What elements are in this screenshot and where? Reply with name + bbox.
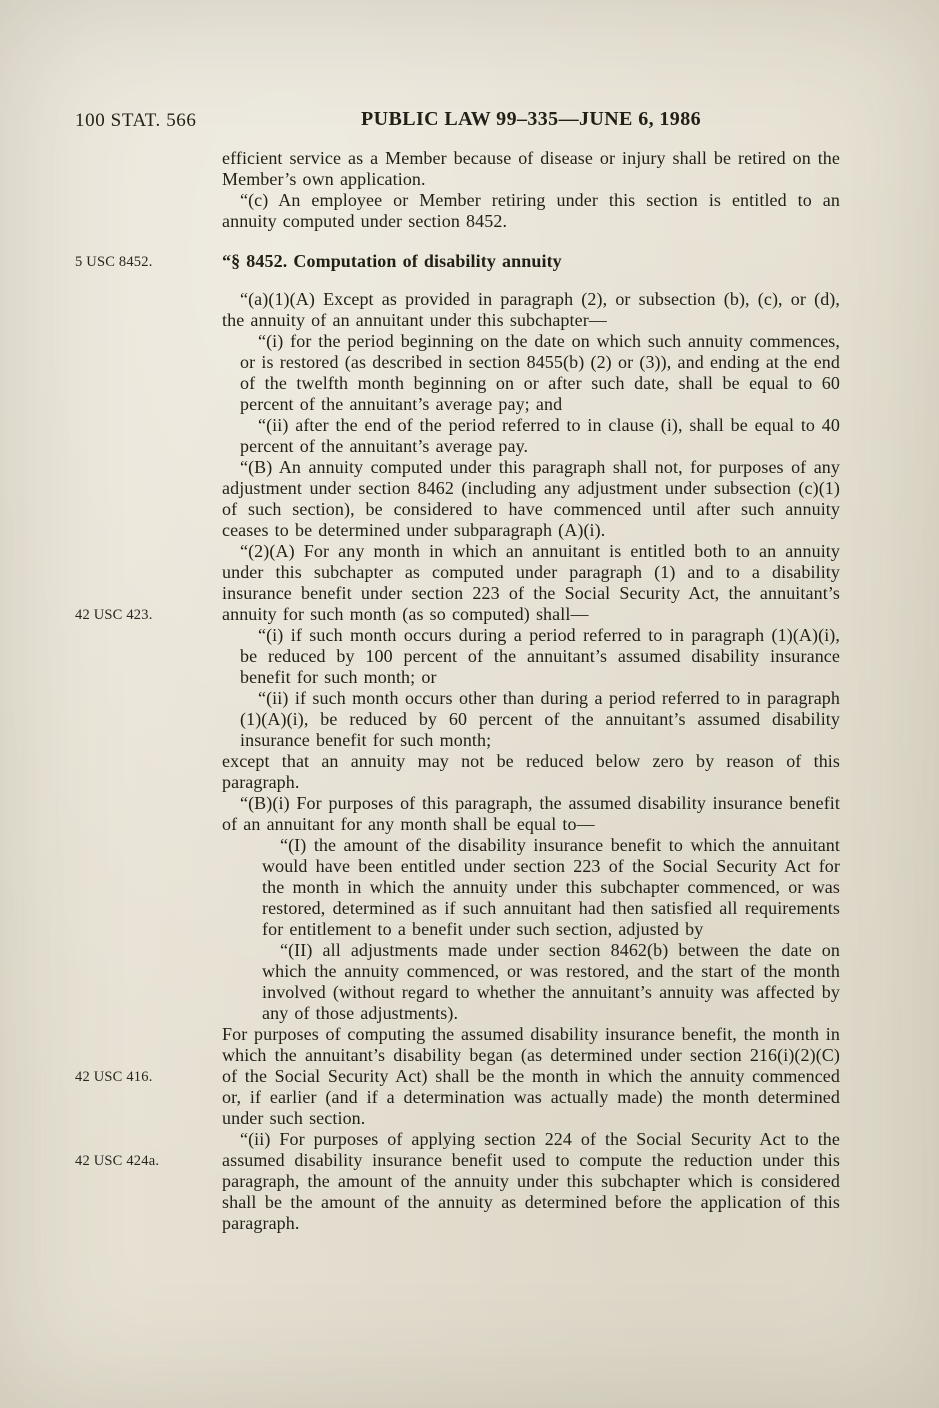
paragraph-a-1-B: “(B) An annuity computed under this paragraph shall not, for purposes of any adjustment under section 8462 (including any adjustment under subsection (c)(1) of such section), be considered to have commenced until after such annuity ceases to be determined under subparagraph (A)(i). xyxy=(222,457,840,540)
subclause-a-2-B-i-I: “(I) the amount of the disability insurance benefit to which the annuitant would have been entitled under section 223 of the Social Security Act for the month in which the annuity under this subchapter commenced, or was restored, determined as if such annuitant had then satisfied all requirements for entitlement to a benefit under such section, adjusted by xyxy=(262,835,840,939)
paragraph-a-2-B-i: “(B)(i) For purposes of this paragraph, the assumed disability insurance benefit of an annuitant for any month shall be equal to— xyxy=(222,793,840,834)
subsection-c-paragraph: “(c) An employee or Member retiring under this section is entitled to an annuity computed under section 8452. xyxy=(222,190,840,231)
margin-citation: 42 USC 416. xyxy=(75,1069,153,1085)
flush-exception-text: except that an annuity may not be reduced below zero by reason of this paragraph. xyxy=(222,751,840,792)
margin-citation: 5 USC 8452. xyxy=(75,254,153,270)
page-stat-number: 100 STAT. 566 xyxy=(75,110,197,131)
margin-citation: 42 USC 424a. xyxy=(75,1153,160,1169)
clause-a-1-A-ii: “(ii) after the end of the period referred to in clause (i), shall be equal to 40 percent of the annuitant’s average pay. xyxy=(240,415,840,456)
flush-computing-text: For purposes of computing the assumed disability insurance benefit, the month in which the annuitant’s disability began (as determined under section 216(i)(2)(C) of the Social Security Act) shall be the month in which the annuity commenced or, if earlier (and if a determination was actually made) the month determined under such section. xyxy=(222,1024,840,1128)
margin-citation: 42 USC 423. xyxy=(75,607,153,623)
continuation-paragraph: efficient service as a Member because of disease or injury shall be retired on the Member’s own application. xyxy=(222,148,840,189)
paragraph-a-1-A: “(a)(1)(A) Except as provided in paragraph (2), or subsection (b), (c), or (d), the annuity of an annuitant under this subchapter— xyxy=(222,289,840,330)
law-title: PUBLIC LAW 99–335—JUNE 6, 1986 xyxy=(361,108,701,130)
clause-a-2-A-i: “(i) if such month occurs during a period referred to in paragraph (1)(A)(i), be reduced by 100 percent of the annuitant’s assumed disability insurance benefit for such month; or xyxy=(240,625,840,687)
subclause-a-2-B-i-II: “(II) all adjustments made under section 8462(b) between the date on which the annuity commenced, or was restored, and the start of the month involved (without regard to whether the annuitant’s annuity was affected by any of those adjustments). xyxy=(262,940,840,1023)
paragraph-a-2-A: “(2)(A) For any month in which an annuitant is entitled both to an annuity under this subchapter as computed under paragraph (1) and to a disability insurance benefit under section 223 of the Social Security Act, the annuitant’s annuity for such month (as so computed) shall— xyxy=(222,541,840,624)
clause-a-1-A-i: “(i) for the period beginning on the date on which such annuity commences, or is restored (as described in section 8455(b) (2) or (3)), and ending at the end of the twelfth month beginning on or after such date, shall be equal to 60 percent of the annuitant’s average pay; and xyxy=(240,331,840,414)
clause-a-2-A-ii: “(ii) if such month occurs other than during a period referred to in paragraph (1)(A)(i), be reduced by 60 percent of the annuitant’s assumed disability insurance benefit for such month; xyxy=(240,688,840,750)
paragraph-a-2-B-ii: “(ii) For purposes of applying section 224 of the Social Security Act to the assumed disability insurance benefit used to compute the reduction under this paragraph, the amount of the annuity under this subchapter which is considered shall be the amount of the annuity as determined before the application of this paragraph. xyxy=(222,1129,840,1233)
statute-text-column xyxy=(222,148,840,1234)
section-8452-heading: “§ 8452. Computation of disability annuity xyxy=(222,251,562,271)
